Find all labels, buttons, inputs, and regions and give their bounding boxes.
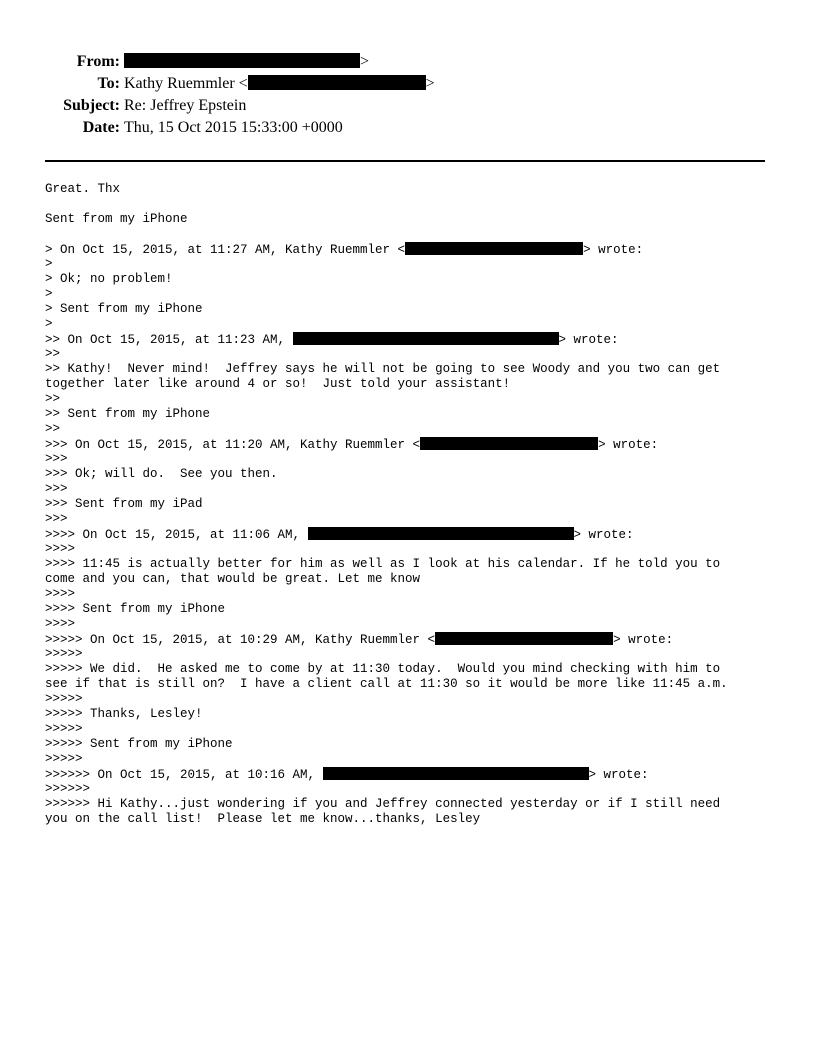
body-line: >>> — [45, 512, 68, 526]
subject-label: Subject: — [63, 97, 120, 114]
body-line: >>>>> — [45, 722, 83, 736]
attribution-text: >>>>>> On Oct 15, 2015, at 10:16 AM, — [45, 768, 323, 782]
attribution-wrote: > wrote: — [583, 243, 644, 257]
quoted-attribution-line — [45, 632, 775, 647]
body-line: >>>> — [45, 542, 76, 556]
body-line: >> — [45, 392, 61, 406]
body-line: >> — [45, 422, 61, 436]
body-line: >>> — [45, 452, 68, 466]
body-line: > — [45, 257, 53, 271]
body-line: see if that is still on? I have a client call at 11:30 so it would be more like 11:45 a.m. — [45, 677, 728, 691]
body-line: >>> — [45, 482, 68, 496]
attribution-wrote: > wrote: — [558, 333, 619, 347]
attribution-wrote: > wrote: — [613, 633, 674, 647]
from-label: From: — [76, 53, 120, 70]
body-line: >>>>> Thanks, Lesley! — [45, 707, 203, 721]
body-line: >>> Sent from my iPad — [45, 497, 203, 511]
body-line: >>> Ok; will do. See you then. — [45, 467, 278, 481]
to-label: To: — [97, 75, 120, 92]
attribution-text: > On Oct 15, 2015, at 11:27 AM, Kathy Ruemmler < — [45, 243, 406, 257]
body-line: > — [45, 287, 53, 301]
redaction-box — [293, 332, 559, 345]
redaction-box — [323, 767, 589, 780]
redaction-box — [435, 632, 613, 645]
from-close-bracket: > — [360, 53, 370, 70]
body-line: Sent from my iPhone — [45, 212, 188, 226]
redaction-box — [308, 527, 574, 540]
redaction-box — [248, 75, 426, 90]
attribution-wrote: > wrote: — [573, 528, 634, 542]
quoted-attribution-line — [45, 527, 775, 542]
attribution-wrote: > wrote: — [598, 438, 659, 452]
body-line: >>>>> — [45, 647, 83, 661]
from-value — [124, 52, 369, 72]
body-line: come and you can, that would be great. Let me know — [45, 572, 421, 586]
body-line: >>>> 11:45 is actually better for him as well as I look at his calendar. If he told you to — [45, 557, 721, 571]
body-line: > — [45, 317, 53, 331]
body-line: >>>> Sent from my iPhone — [45, 602, 226, 616]
body-line: >>>>>> Hi Kathy...just wondering if you and Jeffrey connected yesterday or if I still need — [45, 797, 721, 811]
body-line: you on the call list! Please let me know...thanks, Lesley — [45, 812, 481, 826]
body-line: >>>>>> — [45, 782, 91, 796]
to-name: Kathy Ruemmler < — [124, 75, 248, 92]
email-body — [45, 182, 775, 827]
attribution-text: >> On Oct 15, 2015, at 11:23 AM, — [45, 333, 293, 347]
date-value: Thu, 15 Oct 2015 15:33:00 +0000 — [124, 119, 343, 136]
date-label: Date: — [82, 119, 120, 136]
body-line: > Ok; no problem! — [45, 272, 173, 286]
body-line: >> Kathy! Never mind! Jeffrey says he will not be going to see Woody and you two can get — [45, 362, 721, 376]
body-line: Great. Thx — [45, 182, 121, 196]
to-value — [124, 74, 435, 94]
attribution-text: >>>> On Oct 15, 2015, at 11:06 AM, — [45, 528, 308, 542]
body-line: >>>>> Sent from my iPhone — [45, 737, 233, 751]
body-line: >> Sent from my iPhone — [45, 407, 211, 421]
quoted-attribution-line — [45, 437, 775, 452]
quoted-attribution-line — [45, 242, 775, 257]
body-line: >>>> — [45, 587, 76, 601]
attribution-text: >>> On Oct 15, 2015, at 11:20 AM, Kathy Ruemmler < — [45, 438, 421, 452]
body-line: >>>> — [45, 617, 76, 631]
redaction-box — [124, 53, 360, 68]
to-close-bracket: > — [425, 75, 435, 92]
attribution-text: >>>>> On Oct 15, 2015, at 10:29 AM, Kathy Ruemmler < — [45, 633, 436, 647]
attribution-wrote: > wrote: — [588, 768, 649, 782]
quoted-attribution-line — [45, 332, 775, 347]
body-line: >>>>> — [45, 692, 83, 706]
redaction-box — [405, 242, 583, 255]
quoted-attribution-line — [45, 767, 775, 782]
body-line: >>>>> — [45, 752, 83, 766]
body-line — [45, 197, 775, 212]
body-line: > Sent from my iPhone — [45, 302, 203, 316]
body-line — [45, 227, 775, 242]
body-line: >>>>> We did. He asked me to come by at 11:30 today. Would you mind checking with him to — [45, 662, 721, 676]
body-line: >> — [45, 347, 61, 361]
header-divider — [45, 160, 765, 162]
body-line: together later like around 4 or so! Just told your assistant! — [45, 377, 511, 391]
subject-value: Re: Jeffrey Epstein — [124, 97, 247, 114]
redaction-box — [420, 437, 598, 450]
